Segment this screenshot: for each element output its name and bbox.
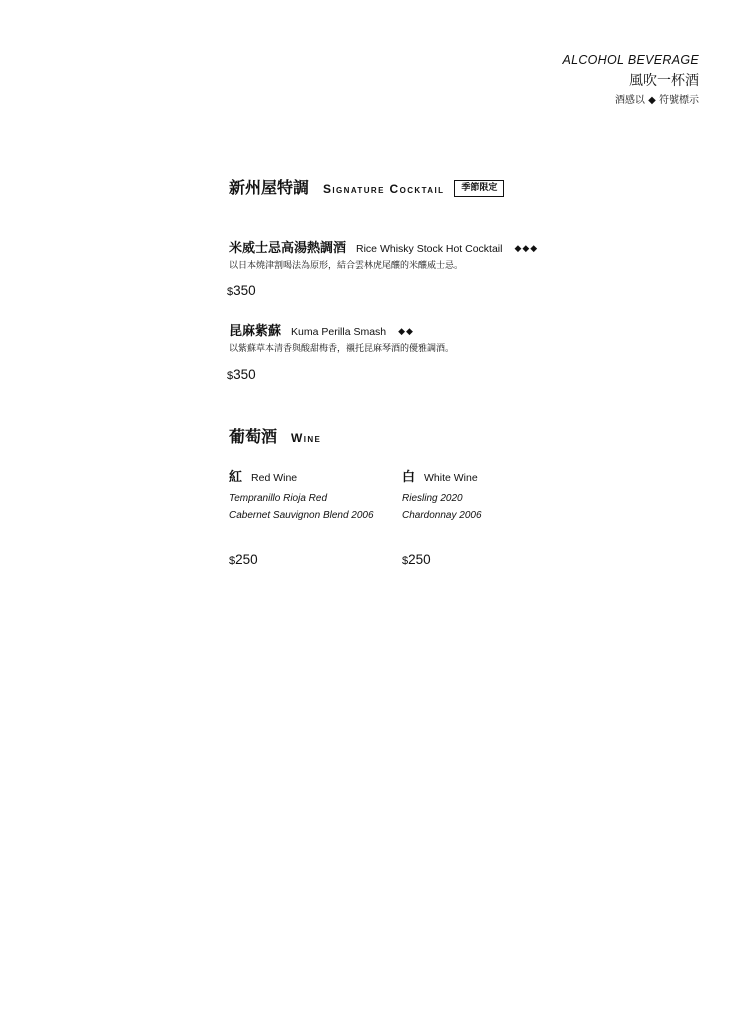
wine-list-item: Cabernet Sauvignon Blend 2006	[229, 510, 374, 521]
wine-list-item: Riesling 2020	[402, 493, 463, 504]
wine-section-heading	[229, 427, 321, 447]
wine-list-item: Chardonnay 2006	[402, 510, 482, 521]
strength-legend-note: 酒感以 ◆ 符號標示	[614, 95, 699, 106]
wine-list	[229, 490, 399, 524]
item-price	[227, 283, 256, 300]
price-value: 350	[233, 367, 256, 382]
signature-section-heading	[229, 178, 504, 198]
white-wine-column	[402, 470, 572, 524]
price-value: 250	[235, 552, 258, 567]
signature-title-zh: 新州屋特調	[229, 178, 310, 197]
wine-type-zh: 紅	[229, 470, 243, 485]
seasonal-badge: 季節限定	[454, 180, 504, 197]
menu-title-zh: 風吹一杯酒	[629, 73, 699, 89]
currency-symbol: $	[229, 555, 236, 567]
wine-price	[229, 552, 258, 569]
item-price	[227, 367, 256, 384]
item-name-en: Kuma Perilla Smash	[291, 325, 387, 338]
strength-diamonds: ◆◆◆	[514, 243, 539, 254]
wine-type-en: Red Wine	[251, 472, 298, 484]
menu-item	[229, 240, 538, 272]
strength-diamonds: ◆◆	[398, 326, 414, 337]
wine-type-en: White Wine	[424, 472, 478, 484]
currency-symbol: $	[402, 555, 409, 567]
item-description: 以紫蘇草本清香與酸甜梅香，襯托昆麻琴酒的優雅調酒。	[229, 344, 455, 354]
wine-list	[402, 490, 572, 524]
menu-title-en: ALCOHOL BEVERAGE	[562, 53, 699, 67]
menu-item	[229, 323, 454, 355]
item-name-zh: 米威士忌高湯熱調酒	[229, 241, 347, 256]
menu-header	[562, 52, 699, 107]
wine-type-zh: 白	[402, 470, 416, 485]
item-name-zh: 昆麻紫蘇	[229, 324, 282, 339]
signature-title-en: Signature Cocktail	[323, 182, 445, 196]
item-name-en: Rice Whisky Stock Hot Cocktail	[356, 242, 503, 255]
red-wine-column	[229, 470, 399, 524]
wine-price	[402, 552, 431, 569]
currency-symbol: $	[227, 370, 234, 382]
wine-title-en: Wine	[291, 431, 322, 445]
price-value: 350	[233, 283, 256, 298]
wine-list-item: Tempranillo Rioja Red	[229, 493, 328, 504]
wine-title-zh: 葡萄酒	[229, 427, 278, 446]
currency-symbol: $	[227, 286, 234, 298]
item-description: 以日本燒津割喝法為原形，結合雲林虎尾釀的米釀威士忌。	[229, 261, 464, 271]
price-value: 250	[408, 552, 431, 567]
